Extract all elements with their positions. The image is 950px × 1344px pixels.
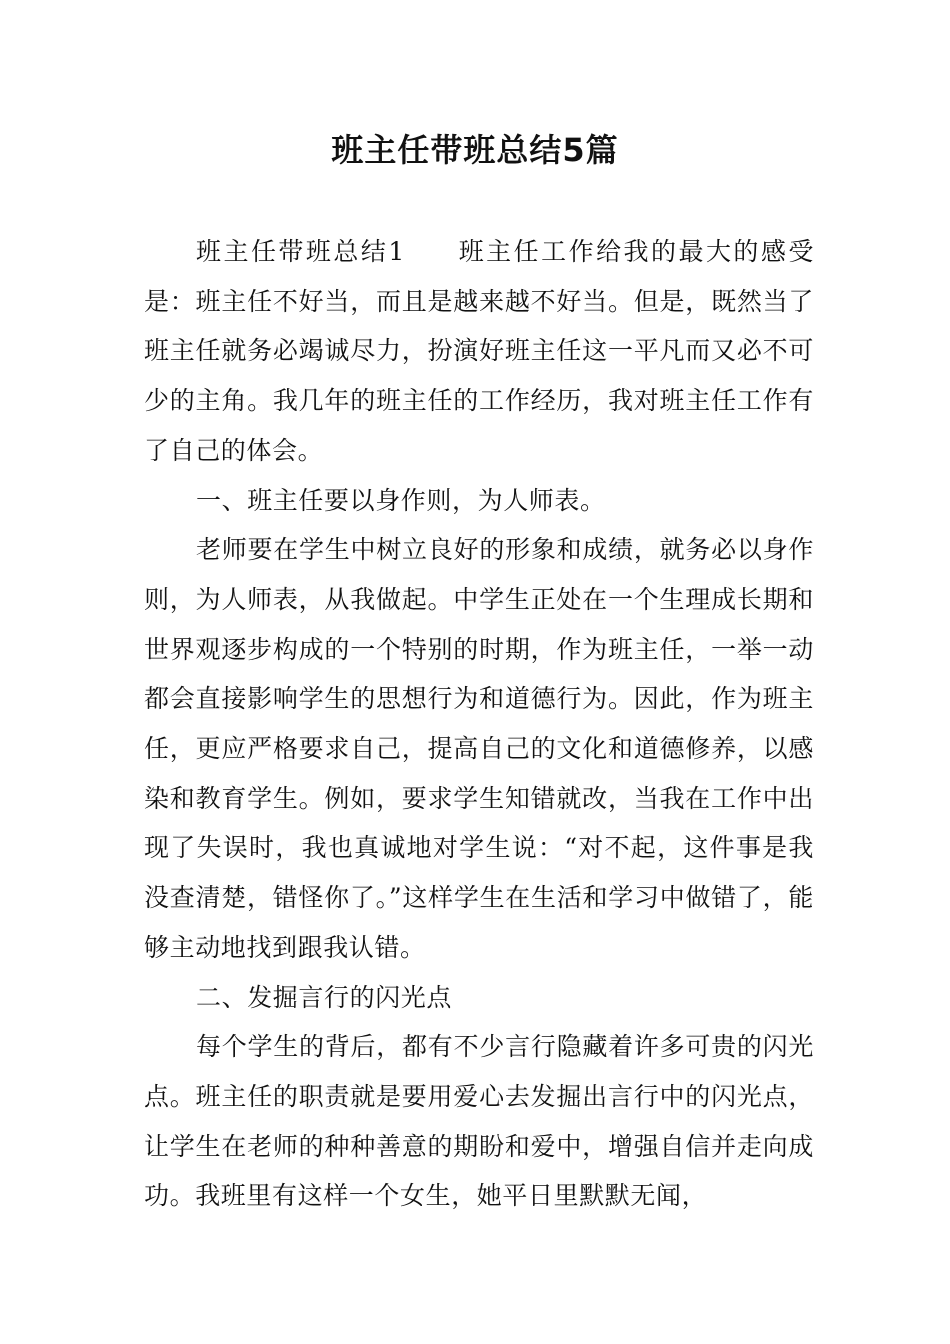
document-title: 班主任带班总结5篇: [331, 131, 619, 169]
paragraph-1: [144, 227, 814, 476]
paragraph-lead: 班主任带班总结1: [196, 237, 405, 266]
paragraph-2: 老师要在学生中树立良好的形象和成绩，就务必以身作则，为人师表，从我做起。中学生正处在一个生理成长期和世界观逐步构成的一个特别的时期，作为班主任，一举一动都会直接影响学生的思想行为和道德行为。因此，作为班主任，更应严格要求自己，提高自己的文化和道德修养，以感染和教育学生。例如，要求学生知错就改，当我在工作中出现了失误时，我也真诚地对学生说：“对不起，这件事是我没查清楚，错怪你了。”这样学生在生活和学习中做错了，能够主动地找到跟我认错。: [144, 535, 814, 962]
heading-2: 二、发掘言行的闪光点: [196, 982, 453, 1012]
document-body: [144, 227, 814, 1221]
paragraph-text: 班主任工作给我的最大的感受是：班主任不好当，而且是越来越不好当。但是，既然当了班主任就务必竭诚尽力，扮演好班主任这一平凡而又必不可少的主角。我几年的班主任的工作经历，我对班主任工作有了自己的体会。: [144, 237, 814, 465]
heading-1: 一、班主任要以身作则，为人师表。: [196, 485, 606, 515]
paragraph-3: 每个学生的背后，都有不少言行隐藏着许多可贵的闪光点。班主任的职责就是要用爱心去发掘出言行中的闪光点，让学生在老师的种种善意的期盼和爱中，增强自信并走向成功。我班里有这样一个女生，她平日里默默无闻，: [144, 1032, 814, 1211]
